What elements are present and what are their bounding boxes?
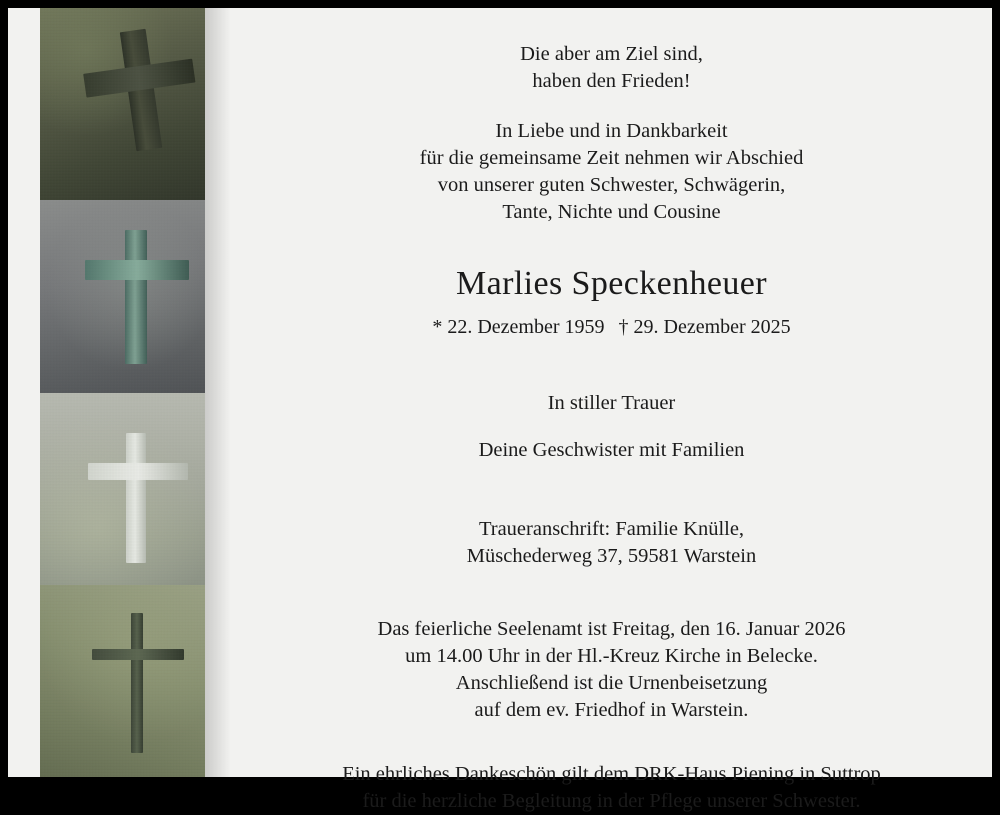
cross-photo-pale-stone [40, 393, 205, 585]
service-line-3: Anschließend ist die Urnenbeisetzung [455, 672, 768, 694]
family-line: Deine Geschwister mit Familien [478, 439, 745, 461]
motto-block [231, 41, 992, 95]
motto-line-2: haben den Frieden! [532, 70, 691, 92]
condolence-address-block [231, 516, 992, 570]
cross-icon [78, 23, 204, 157]
service-line-1: Das feierliche Seelenamt ist Freitag, den 16. Januar 2026 [377, 618, 846, 640]
deceased-name: Marlies Speckenheuer [455, 265, 768, 302]
mourning-line: In stiller Trauer [547, 392, 676, 414]
cross-icon [85, 230, 189, 364]
thanks-block [231, 761, 992, 815]
life-dates [231, 314, 992, 340]
thanks-line-2: für die herzliche Begleitung in der Pflege unserer Schwester. [362, 790, 861, 812]
dedication-line-3: von unserer guten Schwester, Schwägerin, [437, 174, 786, 196]
thanks-line-1: Ein ehrliches Dankeschön gilt dem DRK-Haus Piening in Suttrop [342, 763, 881, 785]
photo-strip [40, 8, 205, 777]
cross-icon [92, 613, 184, 753]
death-date: † 29. Dezember 2025 [618, 316, 791, 338]
dedication-line-4: Tante, Nichte und Cousine [502, 201, 721, 223]
service-line-4: auf dem ev. Friedhof in Warstein. [474, 699, 749, 721]
cross-photo-dark-stone [40, 8, 205, 200]
dedication-block [231, 118, 992, 226]
obituary-text-column [231, 8, 992, 812]
cross-icon [88, 433, 188, 563]
dedication-line-1: In Liebe und in Dankbarkeit [495, 120, 728, 142]
dedication-line-2: für die gemeinsame Zeit nehmen wir Abschied [419, 147, 804, 169]
photo-strip-shadow [205, 8, 231, 777]
birth-date: * 22. Dezember 1959 [432, 316, 605, 338]
address-line-2: Müschederweg 37, 59581 Warstein [466, 545, 757, 567]
motto-line-1: Die aber am Ziel sind, [520, 43, 703, 65]
cross-photo-verdigris [40, 200, 205, 392]
service-details-block [231, 616, 992, 724]
address-line-1: Traueranschrift: Familie Knülle, [478, 518, 745, 540]
obituary-card [8, 8, 992, 812]
cross-photo-grass [40, 585, 205, 777]
service-line-2: um 14.00 Uhr in der Hl.-Kreuz Kirche in Belecke. [405, 645, 818, 667]
